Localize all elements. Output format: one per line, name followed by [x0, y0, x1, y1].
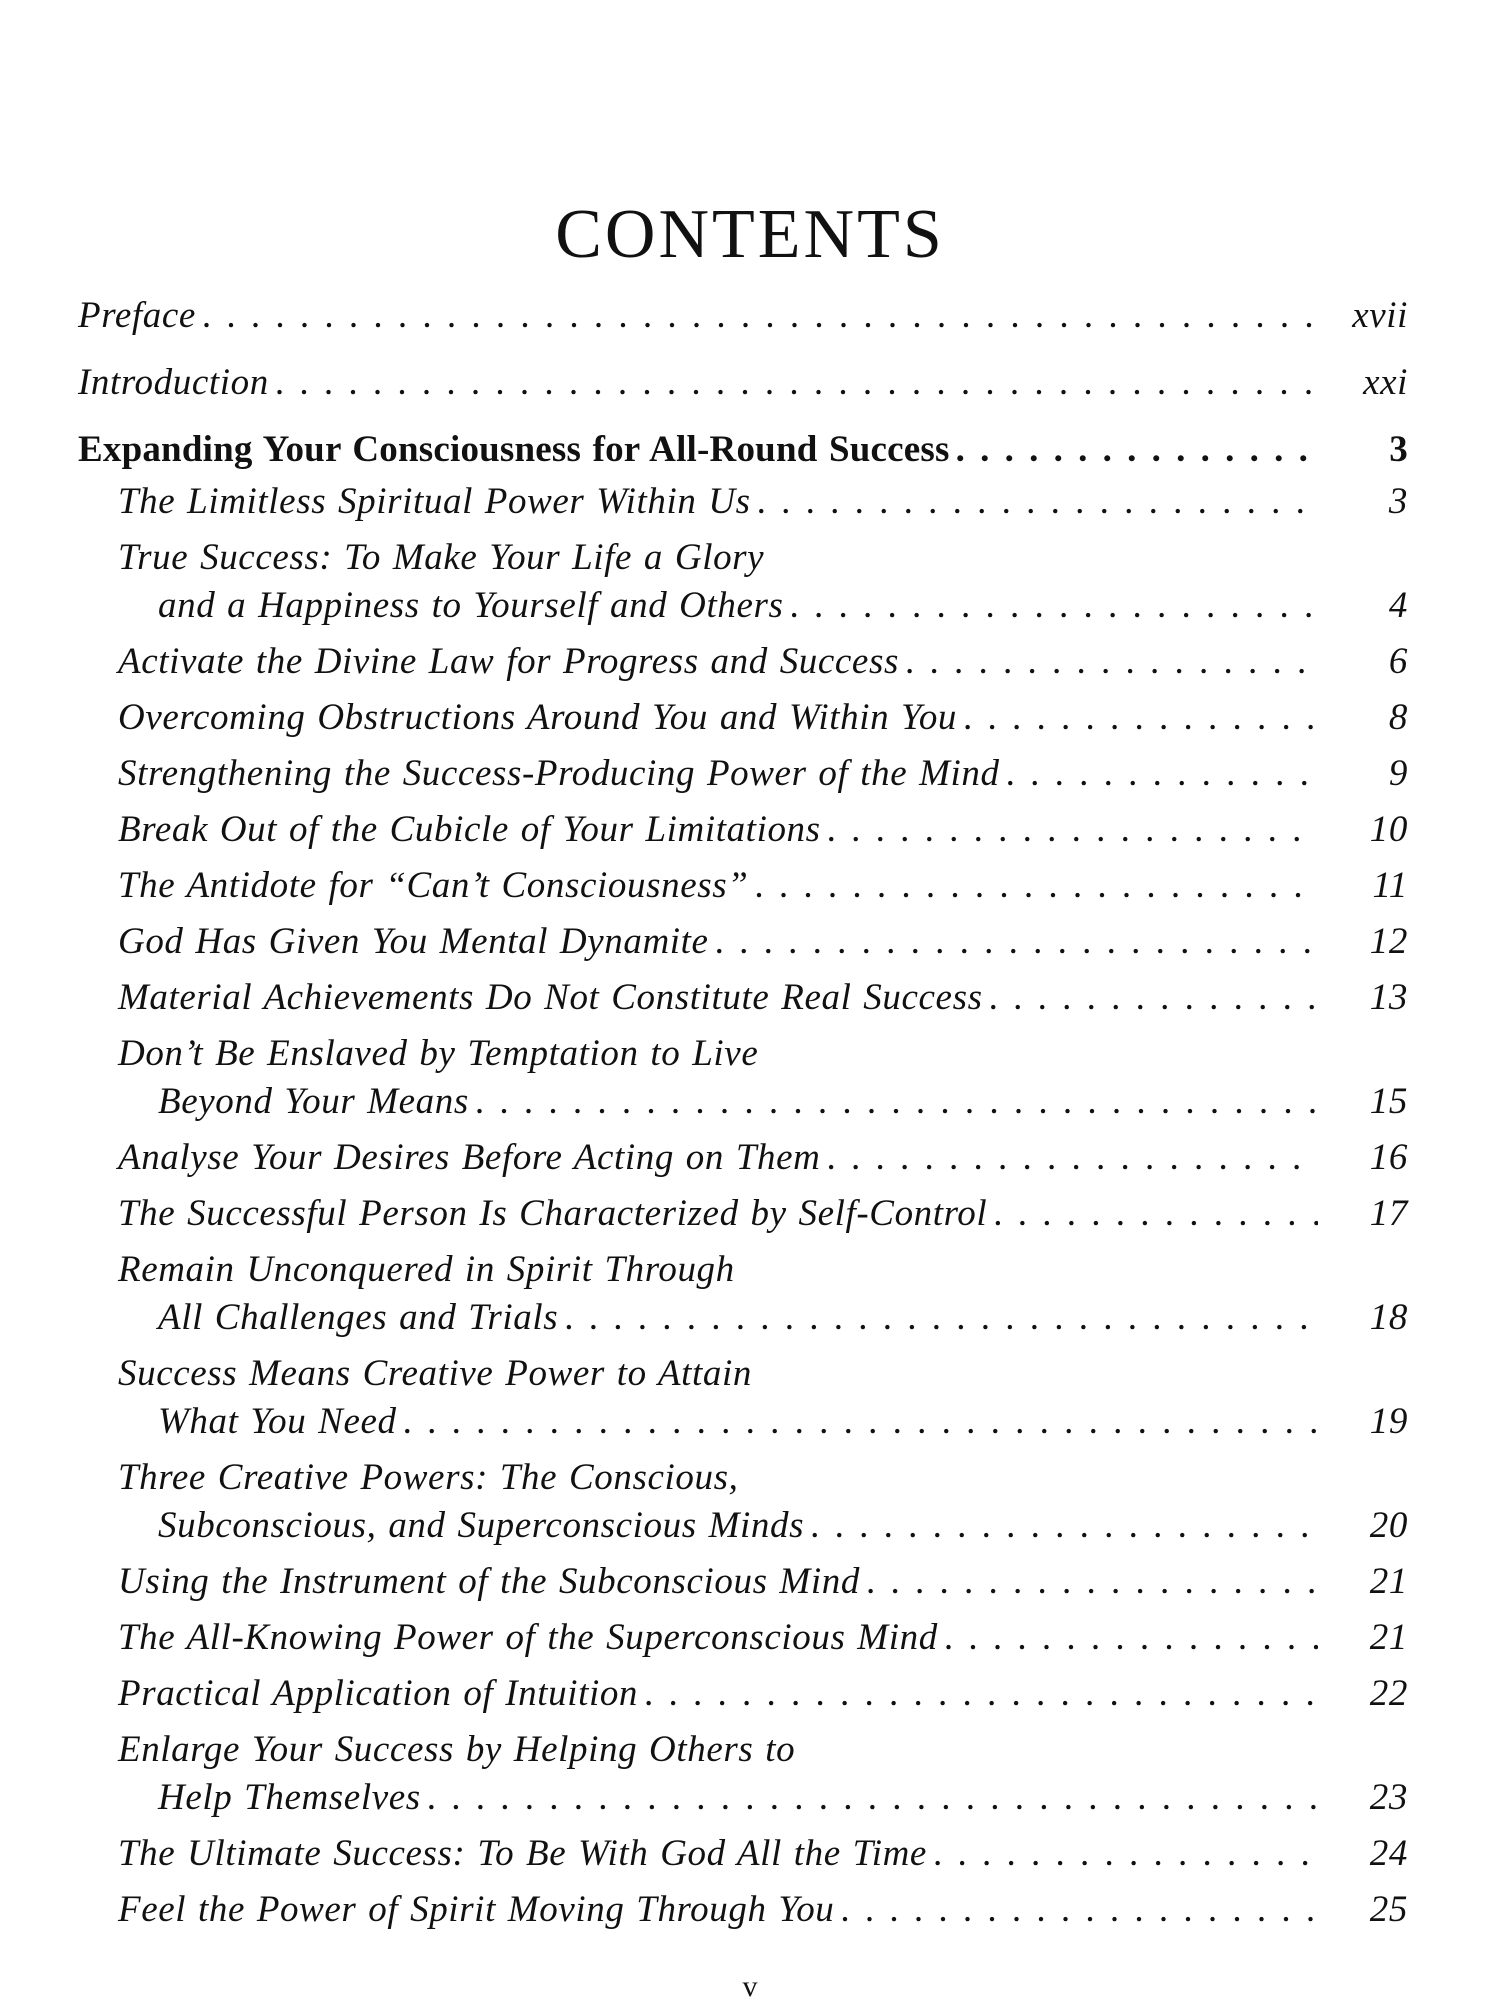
toc-entry-row: [118, 750, 1408, 798]
dot-leader: [866, 1558, 1318, 1606]
toc-entry-page-number: 11: [1372, 865, 1408, 906]
toc-entry-title: Beyond Your Means: [158, 1081, 469, 1122]
dot-leader: [757, 478, 1318, 526]
toc-entry-row: [78, 292, 1408, 340]
toc-entry-page-number: 4: [1388, 585, 1408, 626]
toc-entry-page-number: 16: [1369, 1137, 1408, 1178]
dot-leader: [475, 1078, 1318, 1126]
dot-leader: [1006, 750, 1318, 798]
toc-entry[interactable]: [118, 1558, 1408, 1606]
dot-leader: [993, 1190, 1318, 1238]
toc-entry-page-number: 24: [1369, 1833, 1408, 1874]
toc-entry-row: [118, 1558, 1408, 1606]
toc-entry-page-number: 6: [1388, 641, 1408, 682]
toc-entry-page-number: 13: [1369, 977, 1408, 1018]
toc-entry-page-number: 12: [1369, 921, 1408, 962]
page-folio: v: [742, 1970, 758, 2003]
toc-entry-title: Help Themselves: [158, 1777, 421, 1818]
toc-entry-title-line1: Success Means Creative Power to Attain: [118, 1353, 752, 1394]
toc-entry[interactable]: [118, 1246, 1408, 1342]
dot-leader: [427, 1774, 1318, 1822]
toc-entry-title: All Challenges and Trials: [158, 1297, 559, 1338]
toc-entry[interactable]: [118, 918, 1408, 966]
toc-entry-title: Strengthening the Success-Producing Power of the Mind: [118, 753, 1000, 794]
toc-entry-row: [118, 1830, 1408, 1878]
table-of-contents: [78, 292, 1408, 1942]
toc-entry-row: [78, 359, 1408, 407]
toc-entry[interactable]: [118, 534, 1408, 630]
toc-entry-page-number: 9: [1388, 753, 1408, 794]
toc-entry-title: and a Happiness to Yourself and Others: [158, 585, 784, 626]
toc-entry-row: [118, 1670, 1408, 1718]
toc-entry[interactable]: [118, 1830, 1408, 1878]
toc-entry-page-number: 20: [1369, 1505, 1408, 1546]
toc-entry-page-number: 10: [1369, 809, 1408, 850]
toc-entry-title-line1: Enlarge Your Success by Helping Others to: [118, 1729, 796, 1770]
toc-entry-title: The Successful Person Is Characterized by Self-Control: [118, 1193, 988, 1234]
dot-leader: [944, 1614, 1318, 1662]
toc-entry-page-number: 15: [1369, 1081, 1408, 1122]
toc-entry-page-number: 3: [1388, 481, 1408, 522]
toc-entry-title: The Ultimate Success: To Be With God All the Time: [118, 1833, 927, 1874]
toc-entry[interactable]: [118, 638, 1408, 686]
toc-entry[interactable]: [78, 426, 1408, 474]
toc-entry-row: [118, 694, 1408, 742]
toc-entry-page-number: xvii: [1352, 295, 1408, 336]
toc-entry-row: [118, 1614, 1408, 1662]
dot-leader: [275, 359, 1318, 407]
toc-entry[interactable]: [118, 1886, 1408, 1934]
toc-entry-page-number: 21: [1369, 1561, 1408, 1602]
toc-entry-row: [118, 862, 1408, 910]
toc-entry[interactable]: [118, 478, 1408, 526]
toc-entry-page-number: 22: [1369, 1673, 1408, 1714]
toc-entry-row: [118, 1294, 1408, 1342]
toc-entry[interactable]: [118, 862, 1408, 910]
toc-entry-page-number: 19: [1369, 1401, 1408, 1442]
toc-entry-page-number: xxi: [1363, 362, 1408, 403]
toc-entry-title-line1: True Success: To Make Your Life a Glory: [118, 537, 765, 578]
toc-entry-title: Subconscious, and Superconscious Minds: [158, 1505, 805, 1546]
toc-entry-title: The All-Knowing Power of the Superconscious Mind: [118, 1617, 938, 1658]
dot-leader: [905, 638, 1318, 686]
toc-entry[interactable]: [118, 694, 1408, 742]
dot-leader: [826, 1134, 1318, 1182]
toc-entry-row: [118, 478, 1408, 526]
toc-entry-title: Feel the Power of Spirit Moving Through You: [118, 1889, 835, 1930]
toc-entry-row: [118, 1190, 1408, 1238]
toc-entry-title: Break Out of the Cubicle of Your Limitations: [118, 809, 821, 850]
toc-entry-title: Using the Instrument of the Subconscious Mind: [118, 1561, 860, 1602]
dot-leader: [715, 918, 1318, 966]
toc-entry-title: Analyse Your Desires Before Acting on Them: [118, 1137, 821, 1178]
dot-leader: [956, 426, 1318, 474]
toc-entry-row: [118, 582, 1408, 630]
toc-entry-row: [118, 638, 1408, 686]
toc-entry[interactable]: [118, 750, 1408, 798]
dot-leader: [810, 1502, 1318, 1550]
toc-entry-title: God Has Given You Mental Dynamite: [118, 921, 709, 962]
dot-leader: [202, 292, 1318, 340]
toc-entry[interactable]: [78, 359, 1408, 407]
toc-entry[interactable]: [118, 1190, 1408, 1238]
toc-entry-title-line1: Remain Unconquered in Spirit Through: [118, 1249, 735, 1290]
toc-entry[interactable]: [118, 806, 1408, 854]
toc-entry-page-number: 3: [1389, 429, 1408, 470]
toc-entry-row: [118, 1398, 1408, 1446]
toc-entry-title-line1: Three Creative Powers: The Conscious,: [118, 1457, 739, 1498]
dot-leader: [989, 974, 1318, 1022]
toc-entry-title: Expanding Your Consciousness for All-Round Success: [78, 429, 950, 470]
toc-entry-title: Practical Application of Intuition: [118, 1673, 639, 1714]
toc-entry[interactable]: [118, 1030, 1408, 1126]
toc-entry-row: [118, 974, 1408, 1022]
toc-entry-row: [118, 918, 1408, 966]
toc-entry[interactable]: [118, 1670, 1408, 1718]
toc-entry-page-number: 8: [1388, 697, 1408, 738]
toc-entry-title: Activate the Divine Law for Progress and Success: [118, 641, 899, 682]
toc-entry-title: The Limitless Spiritual Power Within Us: [118, 481, 751, 522]
dot-leader: [840, 1886, 1318, 1934]
toc-entry-row: [118, 806, 1408, 854]
dot-leader: [644, 1670, 1318, 1718]
toc-entry-page-number: 25: [1369, 1889, 1408, 1930]
toc-entry[interactable]: [118, 974, 1408, 1022]
toc-entry[interactable]: [118, 1726, 1408, 1822]
toc-entry-row: [118, 1886, 1408, 1934]
toc-entry-row: [118, 1078, 1408, 1126]
dot-leader: [827, 806, 1318, 854]
toc-entry-row: [118, 1502, 1408, 1550]
toc-entry-page-number: 23: [1369, 1777, 1408, 1818]
toc-entry[interactable]: [118, 1454, 1408, 1550]
dot-leader: [963, 694, 1318, 742]
toc-entry-page-number: 21: [1369, 1617, 1408, 1658]
toc-entry-page-number: 18: [1369, 1297, 1408, 1338]
toc-entry-title: Introduction: [78, 362, 269, 403]
page-title: CONTENTS: [555, 195, 945, 273]
toc-entry-title: Preface: [78, 295, 196, 336]
toc-entry-row: [118, 1134, 1408, 1182]
toc-entry-title: Material Achievements Do Not Constitute Real Success: [118, 977, 983, 1018]
dot-leader: [933, 1830, 1318, 1878]
toc-entry-title: What You Need: [158, 1401, 397, 1442]
toc-entry-title-line1: Don’t Be Enslaved by Temptation to Live: [118, 1033, 759, 1074]
toc-entry[interactable]: [118, 1614, 1408, 1662]
dot-leader: [789, 582, 1318, 630]
toc-entry-title: The Antidote for “Can’t Consciousness”: [118, 865, 749, 906]
toc-entry[interactable]: [78, 292, 1408, 340]
toc-entry-title: Overcoming Obstructions Around You and Within You: [118, 697, 958, 738]
toc-entry[interactable]: [118, 1350, 1408, 1446]
toc-entry-row: [118, 1774, 1408, 1822]
toc-entry[interactable]: [118, 1134, 1408, 1182]
dot-leader: [754, 862, 1318, 910]
toc-entry-page-number: 17: [1369, 1193, 1408, 1234]
toc-entry-row: [78, 426, 1408, 474]
dot-leader: [564, 1294, 1318, 1342]
dot-leader: [403, 1398, 1318, 1446]
